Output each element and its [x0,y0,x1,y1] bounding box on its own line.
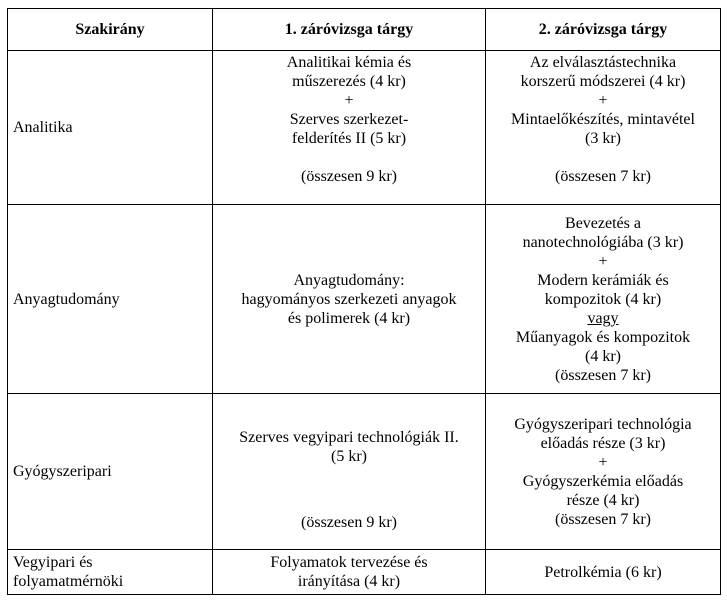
subject-line: felderítés II (5 kr) [291,130,407,147]
subject-line: Szerves szerkezet- [289,111,409,128]
header-exam-subject-1: 1. záróvizsga tárgy [213,9,486,51]
header-specialization: Szakirány [8,9,213,51]
or-conjunction: vagy [587,309,619,327]
specialization-name-line: Vegyipari és [13,554,93,571]
subject-line: Modern kerámiák és [537,271,669,289]
exam-subject-2-cell [486,550,721,595]
plus-sign: + [344,92,354,109]
credit-total: (összesen 9 kr) [301,514,397,531]
subject-line: Gyógyszeripari technológia [514,415,692,433]
exam-subject-1-cell [213,205,486,394]
subject-line: része (4 kr) [566,491,640,509]
plus-sign: + [598,453,608,471]
subject-line: és polimerek (4 kr) [287,309,411,327]
exam-subject-2-cell [486,205,721,394]
specialization-name: Anyagtudomány [8,205,213,394]
specialization-name: Analitika [8,51,213,205]
subject-line: (5 kr) [331,448,367,465]
specialization-name: Gyógyszeripari [8,394,213,550]
spacer [217,148,481,167]
table-row-gyogyszeripari [8,394,721,550]
subject-line: korszerű módszerei (4 kr) [520,73,686,90]
exam-subject-2-cell [486,394,721,550]
table-row-analitika [8,51,721,205]
subject-line: (4 kr) [585,347,621,365]
subject-line: Gyógyszerkémia előadás [522,472,684,490]
header-exam-subject-2: 2. záróvizsga tárgy [486,9,721,51]
exam-subject-1-cell [213,394,486,550]
subject-line: Analitikai kémia és [286,54,412,71]
credit-total: (összesen 9 kr) [301,168,397,185]
subject-line: (3 kr) [585,130,621,147]
subject-line: Szerves vegyipari technológiák II. [239,429,459,446]
subject-line: nanotechnológiába (3 kr) [522,233,684,251]
specialization-name-line: folyamatmérnöki [13,573,124,590]
subject-line: Anyagtudomány: [293,271,405,289]
header-row [8,9,721,51]
specialization-name [8,550,213,595]
credit-total: (összesen 7 kr) [555,168,651,185]
subject-line: Az elválasztástechnika [529,54,677,71]
table-row-vegyipari [8,550,721,595]
subject-line: előadás része (3 kr) [540,434,666,452]
subject-line: Mintaelőkészítés, mintavétel [511,111,695,128]
exam-subject-1-cell [213,550,486,595]
exam-subjects-table [7,8,721,595]
subject-line: Folyamatok tervezése és [270,554,428,571]
subject-line: hagyományos szerkezeti anyagok [241,290,457,308]
exam-subject-2-cell [486,51,721,205]
plus-sign: + [598,252,608,270]
table-row-anyagtudomany [8,205,721,394]
subject-line: műszerezés (4 kr) [292,73,406,90]
plus-sign: + [598,92,608,109]
credit-total: (összesen 7 kr) [555,510,651,528]
credit-total: (összesen 7 kr) [555,366,651,384]
subject-line: kompozitok (4 kr) [544,290,662,308]
subject-line: irányítása (4 kr) [297,573,401,590]
subject-line: Bevezetés a [565,214,641,232]
subject-line: Műanyagok és kompozitok [515,328,691,346]
exam-subject-1-cell [213,51,486,205]
spacer [490,148,716,167]
subject-line: Petrolkémia (6 kr) [544,563,662,581]
